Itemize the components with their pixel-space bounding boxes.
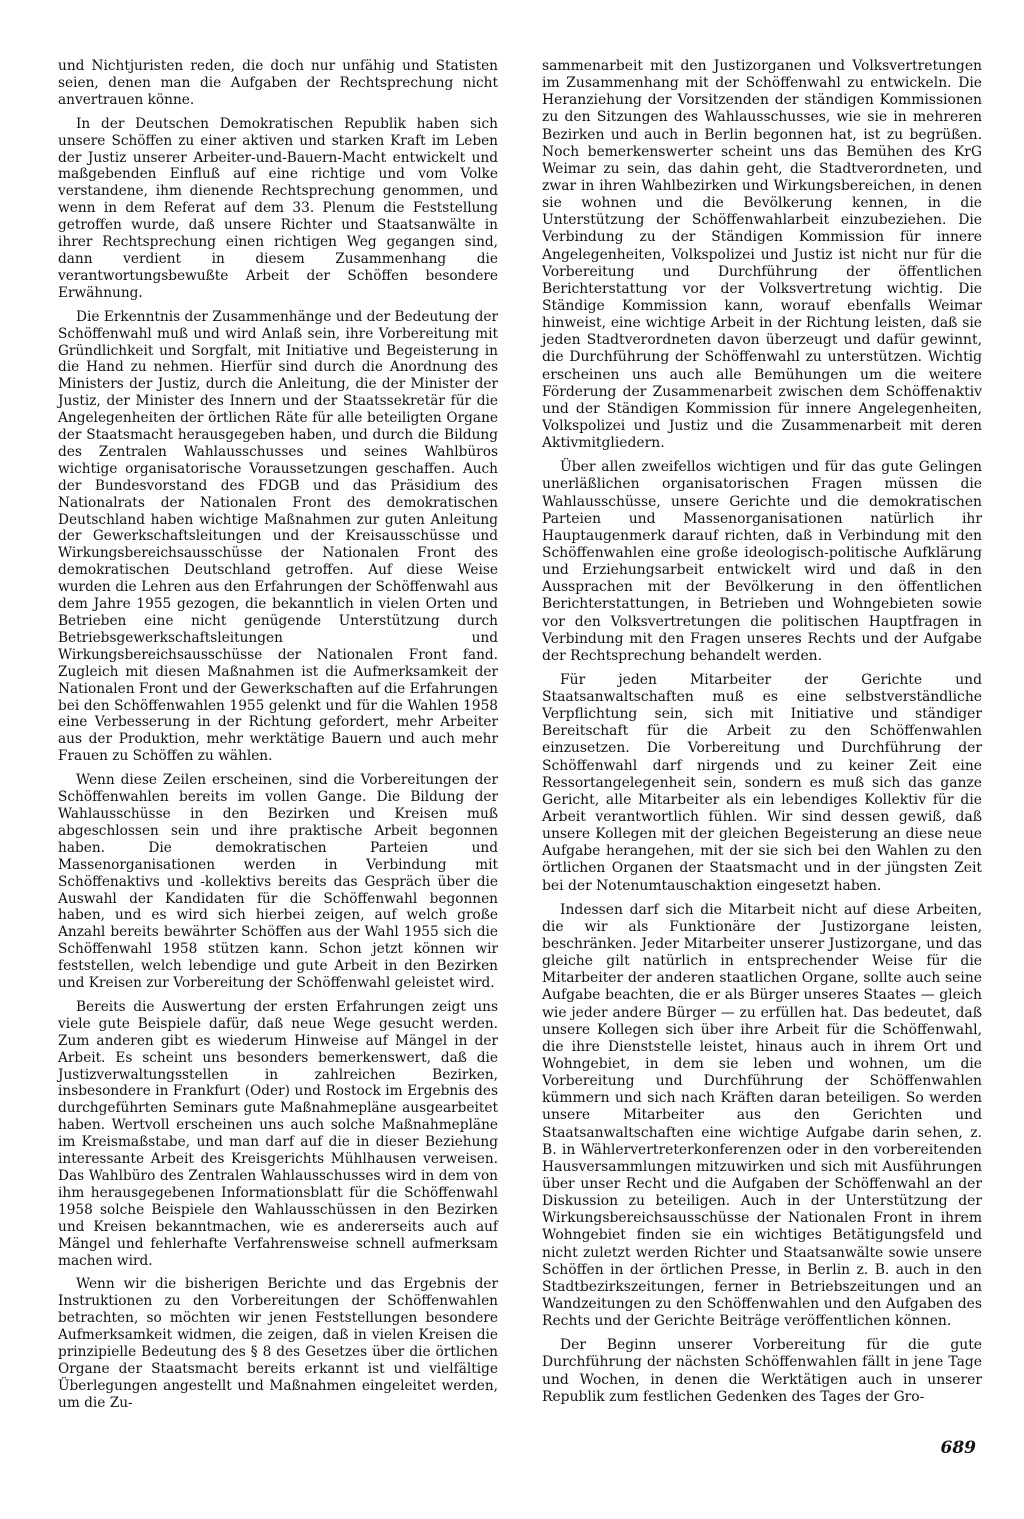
right-paragraph-3: Für jeden Mitarbeiter der Gerichte und Staatsanwaltschaften muß es eine selbstverständliche Verpflichtung sein, sich mit Initiative und ständiger Bereitschaft für die Arbeit zu den Schöffenwahlen einzusetzen. Die Vorbereitung und Durchführung der Schöffenwahl darf nirgends und zu keiner Zeit eine Ressortangelegenheit sein, sondern es muß sich das ganze Gericht, alle Mitarbeiter als ein lebendiges Kollektiv für die Arbeit verantwortlich fühlen. Wir sind dessen gewiß, daß unsere Kollegen mit der gleichen Begeisterung an diese neue Aufgabe herangehen, mit der sie sich bei den Wahlen zu den örtlichen Organen der Staatsmacht und in der jüngsten Zeit bei der Notenumtauschaktion eingesetzt haben.	[542, 671, 982, 894]
right-paragraph-4: Indessen darf sich die Mitarbeit nicht auf diese Arbeiten, die wir als Funktionäre der Justizorgane leisten, beschränken. Jeder Mitarbeiter unserer Justizorgane, und das gleiche gilt natürlich in entsprechender Weise für die Mitarbeiter der anderen staatlichen Organe, sollte auch seine Aufgabe beachten, die er als Bürger unseres Staates — gleich wie jeder andere Bürger — zu erfüllen hat. Das bedeutet, daß unsere Kollegen sich über ihre Arbeit für die Schöffenwahl, die ihre Dienststelle leistet, hinaus auch in ihrem Ort und Wohngebiet, in dem sie leben und wohnen, um die Vorbereitung und Durchführung der Schöffenwahlen kümmern und sich nach Kräften daran beteiligen. So werden unsere Mitarbeiter aus den Gerichten und Staatsanwaltschaften eine wichtige Aufgabe darin sehen, z. B. in Wählervertreterkonferenzen oder in den vorbereitenden Hausversammlungen mitzuwirken und sich mit Ausführungen über unser Recht und die Aufgaben der Schöffenwahl an der Diskussion zu beteiligen. Auch in der Unterstützung der Wirkungsbereichsausschüsse der Nationalen Front in ihrem Wohngebiet finden sie ein wichtiges Betätigungsfeld und nicht zuletzt werden Richter und Staatsanwälte sowie unsere Schöffen in der örtlichen Presse, in Berlin z. B. auch in den Stadtbezirkszeitungen, ferner in Betriebszeitungen und an Wandzeitungen zu den Schöffenwahlen und den Aufgaben des Rechts und der Gerichte Beiträge veröffentlichen können.	[542, 901, 982, 1330]
page-number: 689	[940, 1438, 976, 1458]
left-paragraph-4: Wenn diese Zeilen erscheinen, sind die Vorbereitungen der Schöffenwahlen bereits im vollen Gange. Die Bildung der Wahlausschüsse in den Bezirken und Kreisen muß abgeschlossen sein und ihre praktische Arbeit begonnen haben. Die demokratischen Parteien und Massenorganisationen werden in Verbindung mit Schöffenaktivs und -kollektivs bereits das Gespräch über die Auswahl der Kandidaten für die Schöffenwahl begonnen haben, und es wird sich hierbei zeigen, auf welch große Anzahl bereits bewährter Schöffen aus der Wahl 1955 sich die Schöffenwahl 1958 stützen kann. Schon jetzt können wir feststellen, welch lebendige und gute Arbeit in den Bezirken und Kreisen zur Vorbereitung der Schöffenwahl geleistet wird.	[58, 772, 498, 992]
left-paragraph-1: und Nichtjuristen reden, die doch nur unfähig und Statisten seien, denen man die Aufgaben der Rechtsprechung nicht anvertrauen könne.	[58, 58, 498, 108]
right-paragraph-5: Der Beginn unserer Vorbereitung für die gute Durchführung der nächsten Schöffenwahlen fällt in jene Tage und Wochen, in denen die Werktätigen auch in unserer Republik zum festlichen Gedenken des Tages der Gro-	[542, 1337, 982, 1405]
left-paragraph-6: Wenn wir die bisherigen Berichte und das Ergebnis der Instruktionen zu den Vorbereitungen der Schöffenwahlen betrachten, so möchten wir jenen Feststellungen besondere Aufmerksamkeit widmen, die zeigen, daß in vielen Kreisen die prinzipielle Bedeutung des § 8 des Gesetzes über die örtlichen Organe der Staatsmacht bereits erkannt ist und vielfältige Überlegungen angestellt und Maßnahmen eingeleitet werden, um die Zu-	[58, 1276, 498, 1411]
left-paragraph-3: Die Erkenntnis der Zusammenhänge und der Bedeutung der Schöffenwahl muß und wird Anlaß sein, ihre Vorbereitung mit Gründlichkeit und Sorgfalt, mit Initiative und Begeisterung in die Hand zu nehmen. Hierfür sind durch die Anordnung des Ministers der Justiz, durch die Anleitung, die der Minister der Justiz, der Minister des Innern und der Staatssekretär für die Angelegenheiten der örtlichen Räte für alle beteiligten Organe der Staatsmacht herausgegeben haben, und durch die Bildung des Zentralen Wahlausschusses und seines Wahlbüros wichtige organisatorische Voraussetzungen geschaffen. Auch der Bundesvorstand des FDGB und das Präsidium des Nationalrats der Nationalen Front des demokratischen Deutschland haben wichtige Maßnahmen zur guten Anleitung der Gewerkschaftsleitungen und der Kreisausschüsse und Wirkungsbereichsausschüsse der Nationalen Front des demokratischen Deutschland getroffen. Auf diese Weise wurden die Lehren aus den Erfahrungen der Schöffenwahl aus dem Jahre 1955 gezogen, die bekanntlich in vielen Orten und Betrieben eine nicht genügende Unterstützung durch Betriebsgewerkschaftsleitungen und Wirkungsbereichsausschüsse der Nationalen Front fand. Zugleich mit diesen Maßnahmen ist die Aufmerksamkeit der Nationalen Front und der Gewerkschaften auf die Erfahrungen bei den Schöffenwahlen 1955 gelenkt und für die Wahlen 1958 eine Verbesserung in der Richtung gefordert, mehr Arbeiter aus der Produktion, mehr werktätige Bauern und auch mehr Frauen zu Schöffen zu wählen.	[58, 308, 498, 765]
document-page	[58, 58, 982, 1494]
left-column	[58, 58, 498, 1419]
right-column	[542, 58, 982, 1413]
right-paragraph-2: Über allen zweifellos wichtigen und für das gute Gelingen unerläßlichen organisatorischen Fragen müssen die Wahlausschüsse, unsere Gerichte und die demokratischen Parteien und Massenorganisationen natürlich ihr Hauptaugenmerk darauf richten, daß in Verbindung mit den Schöffenwahlen eine große ideologisch-politische Aufklärung und Erziehungsarbeit entwickelt wird und daß in den Aussprachen mit der Bevölkerung in den öffentlichen Berichterstattungen, in Betrieben und Wohngebieten sowie vor den Volksvertretungen die politischen Hauptfragen in Verbindung mit den Fragen unseres Rechts und der Aufgabe der Rechtsprechung behandelt werden.	[542, 459, 982, 664]
left-paragraph-5: Bereits die Auswertung der ersten Erfahrungen zeigt uns viele gute Beispiele dafür, daß neue Wege gesucht werden. Zum anderen gibt es wiederum Hinweise auf Mängel in der Arbeit. Es scheint uns besonders bemerkenswert, daß die Justizverwaltungsstellen in zahlreichen Bezirken, insbesondere in Frankfurt (Oder) und Rostock im Ergebnis des durchgeführten Seminars gute Maßnahmepläne ausgearbeitet haben. Wertvoll erscheinen uns auch solche Maßnahmepläne im Kreismaßstabe, und man darf auf die in dieser Beziehung interessante Arbeit des Kreisgerichts Mühlhausen verweisen. Das Wahlbüro des Zentralen Wahlausschusses wird in dem von ihm herausgegebenen Informationsblatt für die Schöffenwahl 1958 solche Beispiele den Wahlausschüssen in den Bezirken und Kreisen bekanntmachen, wie es andererseits auch auf Mängel und fehlerhafte Verfahrensweise schnell aufmerksam machen wird.	[58, 998, 498, 1269]
right-paragraph-1: sammenarbeit mit den Justizorganen und Volksvertretungen im Zusammenhang mit der Schöffenwahl zu entwickeln. Die Heranziehung der Vorsitzenden der ständigen Kommissionen zu den Sitzungen des Wahlausschusses, wie sie in mehreren Bezirken und auch in Berlin begonnen hat, ist zu begrüßen. Noch bemerkenswerter scheint uns das Bemühen des KrG Weimar zu sein, das dahin geht, die Stadtverordneten, und zwar in ihren Wahlbezirken und Wirkungsbereichen, in denen sie wohnen und die Bevölkerung kennen, in die Unterstützung der Schöffenwahlarbeit einzubeziehen. Die Verbindung zu der Ständigen Kommission für innere Angelegenheiten, Volkspolizei und Justiz ist nicht nur für die Vorbereitung und Durchführung der öffentlichen Berichterstattung vor der Volksvertretung wichtig. Die Ständige Kommission kann, worauf ebenfalls Weimar hinweist, eine wichtige Arbeit in der Richtung leisten, daß sie jeden Stadtverordneten davon überzeugt und dafür gewinnt, die Durchführung der Schöffenwahl zu unterstützen. Wichtig erscheinen uns auch alle Bemühungen um die weitere Förderung der Zusammenarbeit zwischen dem Schöffenaktiv und der Ständigen Kommission für innere Angelegenheiten, Volkspolizei und Justiz und die Zusammenarbeit mit deren Aktivmitgliedern.	[542, 58, 982, 452]
left-paragraph-2: In der Deutschen Demokratischen Republik haben sich unsere Schöffen zu einer aktiven und starken Kraft im Leben der Justiz unserer Arbeiter-und-Bauern-Macht entwickelt und maßgebenden Einfluß auf eine richtige und vom Volke verstandene, ihm dienende Rechtsprechung genommen, und wenn in dem Referat auf dem 33. Plenum die Feststellung getroffen wurde, daß unsere Richter und Staatsanwälte in ihrer Rechtsprechung einen richtigen Weg gegangen sind, dann verdient in diesem Zusammenhang die verantwortungsbewußte Arbeit der Schöffen besondere Erwähnung.	[58, 115, 498, 301]
